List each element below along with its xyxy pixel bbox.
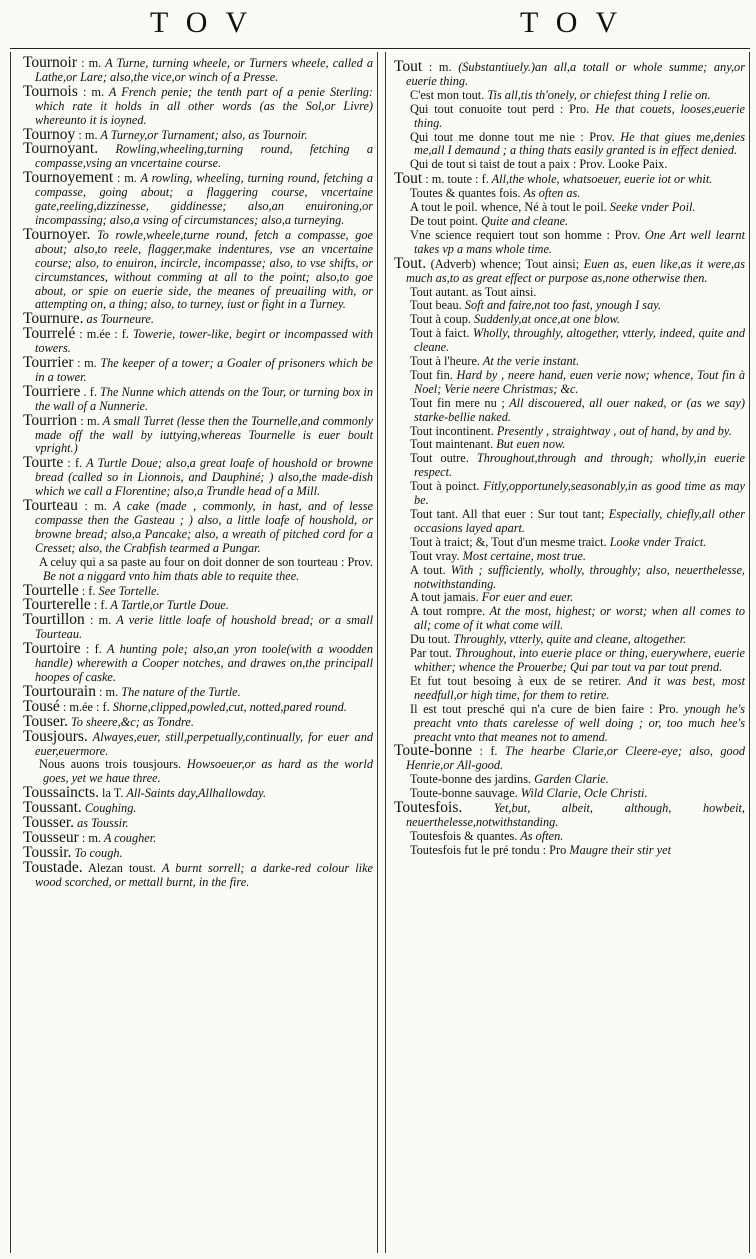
headword: Tousé xyxy=(23,697,60,715)
dictionary-entry xyxy=(394,703,745,745)
dictionary-entry xyxy=(23,171,373,228)
entry-translation: Throughout, into euerie place or thing, euerywhere, euerie whither; whence the Prouerbe; Qui par tout va par tout prend. xyxy=(414,646,745,674)
dictionary-entry xyxy=(394,254,745,286)
headword: Tout xyxy=(394,170,423,188)
dictionary-entry xyxy=(23,225,373,312)
entry-translation: The hearbe Clarie,or Cleere-eye; also, good Henrie,or All-good. xyxy=(406,744,745,773)
entry-french: (Adverb) whence; Tout ainsi; xyxy=(426,256,580,271)
entry-french: Qui tout me donne tout me nie : Prov. xyxy=(410,129,615,144)
entry-french: Toutes & quantes fois. xyxy=(410,186,521,201)
entry-french: Tout à traict; &, Tout d'un mesme traict. xyxy=(410,534,607,549)
entry-translation: And it was best, most needfull,or high time, for them to retire. xyxy=(414,673,745,702)
entry-french: : m. xyxy=(77,84,105,99)
entry-translation: A cougher. xyxy=(100,830,157,845)
entry-french: Qui de tout si taist de tout a paix : Prov. Looke Paix. xyxy=(410,157,668,172)
entry-translation: All,the whole, whatsoeuer, euerie iot or whit. xyxy=(488,172,713,187)
dictionary-entry xyxy=(394,844,745,858)
dictionary-entry xyxy=(394,480,745,508)
entry-french: : m. xyxy=(95,684,119,699)
entry-translation: At the most, highest; or worst; when all comes to all; come of it what come will. xyxy=(414,604,745,633)
entry-translation: The keeper of a tower; a Goaler of prisoners which be in a tower. xyxy=(35,356,373,384)
dictionary-entry xyxy=(394,675,745,703)
entry-french: Tout autant. as Tout ainsi. xyxy=(410,284,537,299)
entry-translation: Maugre their stir yet xyxy=(566,842,671,857)
entry-french: : m. xyxy=(113,171,137,186)
entry-translation: For euer and euer. xyxy=(478,590,574,605)
entry-translation: To sheere,&c; as Tondre. xyxy=(67,714,194,729)
entry-translation: He that couets, looses,euerie thing. xyxy=(414,101,746,130)
entry-translation: Tis all,tis th'onely, or chiefest thing I relie on. xyxy=(484,87,711,102)
entry-french: A tout le poil. whence, Né à tout le poil. xyxy=(410,200,607,215)
entry-translation: Presently , straightway , out of hand, by and by. xyxy=(493,423,732,438)
dictionary-entry xyxy=(394,299,745,313)
dictionary-entry xyxy=(394,89,745,103)
headword: Tourtillon xyxy=(23,611,85,629)
entry-french: Toutesfois & quantes. xyxy=(410,828,518,843)
dictionary-entry xyxy=(394,369,745,397)
dictionary-entry xyxy=(23,858,373,890)
entry-french: : m. xyxy=(78,830,101,845)
entry-translation: Most certaine, most true. xyxy=(459,548,586,563)
headword: Touser. xyxy=(23,712,68,730)
headword: Tourteau xyxy=(23,497,78,515)
dictionary-entry xyxy=(394,647,745,675)
dictionary-entry xyxy=(23,613,373,642)
entry-translation: As often. xyxy=(517,828,564,843)
entry-french: Tout maintenant. xyxy=(410,437,494,452)
dictionary-entry xyxy=(394,830,745,844)
dictionary-entry xyxy=(394,633,745,647)
entry-translation: At the verie instant. xyxy=(480,354,580,369)
entry-french: : m. xyxy=(77,499,107,514)
headword: Tourtoire xyxy=(23,640,81,658)
dictionary-entry xyxy=(394,425,745,439)
dictionary-entry xyxy=(394,60,745,89)
entry-french: : f. xyxy=(63,456,83,471)
dictionary-entry xyxy=(394,397,745,425)
dictionary-entry xyxy=(23,82,373,128)
entry-french: Nous auons trois tousjours. xyxy=(39,757,182,772)
headword: Toussir. xyxy=(23,843,72,861)
entry-translation: As often as. xyxy=(520,186,581,201)
headword: Toussant. xyxy=(23,799,82,817)
entry-translation: Yet,but, albeit, although, howbeit, neuerthelesse,notwithstanding. xyxy=(406,801,745,829)
headword: Tournoyant. xyxy=(23,140,99,158)
entry-translation: Rowling,wheeling,turning round, fetching a compasse,vsing an vncertaine course. xyxy=(35,142,373,171)
left-column xyxy=(10,52,378,1253)
entry-french: Tout outre. xyxy=(410,451,469,466)
headword: Tournure. xyxy=(23,310,84,328)
entry-translation: To cough. xyxy=(71,845,123,860)
headword: Tourrelé xyxy=(23,325,76,343)
headword: Toute-bonne xyxy=(394,742,473,760)
dictionary-entry xyxy=(23,556,373,584)
entry-french: Par tout. xyxy=(410,646,452,661)
entry-translation: Fitly,opportunely,seasonably,in as good time as may be. xyxy=(414,479,745,508)
entry-translation: Coughing. xyxy=(81,801,137,816)
header-right: TOV xyxy=(520,6,636,39)
entry-french: : f. xyxy=(78,583,96,598)
entry-french: Toutesfois fut le pré tondu : Pro xyxy=(410,842,567,857)
dictionary-entry xyxy=(394,187,745,201)
entry-translation: With ; sufficiently, wholly, throughly; also, neuerthelesse, notwithstanding. xyxy=(414,562,745,591)
dictionary-entry xyxy=(394,103,745,131)
entry-translation: To rowle,wheele,turne round, fetch a compasse, goe about; also,to reele, flagger,make indentures, vse an vncertaine course; also, to enuiron, incircle, incompasse; also, to vse shifts, or circumstances, without comming at all to the point; also,to goe about, or spie on euerie side, the meanes of preuailing with, or attempting on, a thing; also, to turney, iust or fight in a Turney. xyxy=(35,227,373,312)
entry-french: Toute-bonne sauvage. xyxy=(410,786,518,801)
entry-translation: Garden Clarie. xyxy=(531,772,609,787)
headword: Tourte xyxy=(23,454,64,472)
entry-translation: Throughout,through and through; wholly,in euerie respect. xyxy=(414,451,746,480)
entry-french: : m. xyxy=(77,413,100,428)
entry-french: : m. xyxy=(77,56,102,70)
entry-french: la T. xyxy=(98,786,124,801)
entry-french: Tout vray. xyxy=(410,548,460,563)
headword: Tournoir xyxy=(23,54,78,71)
dictionary-entry xyxy=(394,355,745,369)
entry-translation: Shorne,clipped,powled,cut, notted,pared round. xyxy=(109,699,347,714)
dictionary-entry xyxy=(394,327,745,355)
entry-translation: Suddenly,at once,at one blow. xyxy=(470,312,620,327)
entry-french: Et fut tout besoing à eux de se retirer. xyxy=(410,673,622,688)
entry-translation: A burnt sorrell; a darke-red colour like wood scorched, or mettall burnt, in the fire. xyxy=(35,860,373,889)
headword: Toussaincts. xyxy=(23,784,99,802)
entry-translation: All-Saints day,Allhallowday. xyxy=(123,786,267,801)
entry-translation: Throughly, vtterly, quite and cleane, altogether. xyxy=(450,632,687,647)
entry-translation: See Tortelle. xyxy=(95,583,160,598)
entry-french: : f. xyxy=(80,642,102,657)
headword: Tourtelle xyxy=(23,581,79,599)
headword: Tousser. xyxy=(23,814,75,832)
headword: Tournoy xyxy=(23,125,76,143)
entry-french: : m.ée : f. xyxy=(75,327,129,342)
entry-french: : m. xyxy=(422,60,452,74)
dictionary-entry xyxy=(23,456,373,499)
dictionary-entry xyxy=(394,801,745,830)
dictionary-entry xyxy=(394,172,745,187)
entry-french: . f. xyxy=(80,384,97,399)
headword: Tourrion xyxy=(23,411,78,429)
entry-french: Tout à faict. xyxy=(410,326,470,341)
dictionary-entry xyxy=(394,201,745,215)
entry-french: De tout point. xyxy=(410,213,478,228)
entry-translation: The Nunne which attends on the Tour, or turning box in the wall of a Nunnerie. xyxy=(35,384,373,413)
entry-translation: Wild Clarie, Ocle Christi. xyxy=(517,786,648,801)
entry-translation: Towerie, tower-like, begirt or incompassed with towers. xyxy=(35,327,373,356)
dictionary-entry xyxy=(23,142,373,171)
entry-translation: Looke vnder Traict. xyxy=(606,534,707,549)
entry-translation: Euen as, euen like,as it were,as much as,to as great effect or purpose as,none otherwise then. xyxy=(406,256,745,285)
headword: Tout xyxy=(394,58,423,75)
dictionary-entry xyxy=(394,229,745,257)
headword: Toutesfois. xyxy=(394,799,463,817)
entry-translation: Be not a niggard vnto him thats able to requite thee. xyxy=(43,568,300,583)
entry-french: Toute-bonne des jardins. xyxy=(410,772,532,787)
entry-french: A celuy qui a sa paste au four on doit donner de son tourteau : Prov. xyxy=(39,554,373,569)
entry-translation: Seeke vnder Poil. xyxy=(606,200,696,215)
header-left: TOV xyxy=(150,6,266,39)
entry-translation: A Turtle Doue; also,a great loafe of houshold or browne bread (called so in Lionnois, and Dauphiné; ) also,the made-dish which we call a Florentine; also,a Trundle head of a Mill. xyxy=(35,456,374,499)
dictionary-entry xyxy=(23,697,373,715)
dictionary-entry xyxy=(23,56,373,85)
entry-translation: A Turney,or Turnament; also, as Tournoir. xyxy=(97,127,308,142)
entry-french: Alezan toust. xyxy=(82,860,156,875)
entry-french: Tout à poinct. xyxy=(410,479,480,494)
headword: Tousjours. xyxy=(23,727,88,745)
headword: Tousseur xyxy=(23,828,79,846)
entry-french: : m. xyxy=(73,356,97,371)
dictionary-entry xyxy=(394,564,745,592)
entry-french: A tout jamais. xyxy=(410,590,479,605)
entry-translation: Alwayes,euer, still,perpetually,continually, for euer and euer,euermore. xyxy=(35,729,373,758)
headword: Tourterelle xyxy=(23,596,91,614)
running-header xyxy=(0,0,756,52)
entry-french: : f. xyxy=(90,598,108,613)
entry-translation: as Toussir. xyxy=(74,816,129,831)
entry-french: Vne science requiert tout son homme : Prov. xyxy=(410,227,641,242)
entry-translation: Quite and cleane. xyxy=(477,213,569,228)
entry-translation: A small Turret (lesse then the Tournelle,and commonly made off the wall by iuttying,whereas Tournelle is euer boult vpright.) xyxy=(35,413,373,456)
entry-french: A tout rompre. xyxy=(410,604,486,619)
right-column xyxy=(385,52,750,1253)
dictionary-entry xyxy=(23,758,373,786)
dictionary-entry xyxy=(394,286,745,300)
entry-french: : m. xyxy=(75,127,98,142)
dictionary-entry xyxy=(394,215,745,229)
entry-translation: One Art well learnt takes vp a mans whole time. xyxy=(414,227,745,256)
entry-translation: A Tartle,or Turtle Doue. xyxy=(107,598,229,613)
entry-french: : m.ée : f. xyxy=(59,699,110,714)
dictionary-entry xyxy=(394,591,745,605)
entry-french: Tout à coup. xyxy=(410,312,471,327)
dictionary-entry xyxy=(23,312,373,327)
entry-translation: ynough he's preacht vnto thats carelesse of well doing ; or, too much hee's preacht vnto that meanes not to amend. xyxy=(414,701,745,744)
entry-french: Tout incontinent. xyxy=(410,423,494,438)
entry-french: Tout à l'heure. xyxy=(410,354,480,369)
entry-translation: The nature of the Turtle. xyxy=(118,684,241,699)
dictionary-entry xyxy=(23,642,373,685)
entry-translation: A verie little loafe of houshold bread; or a small Tourteau. xyxy=(35,613,373,642)
dictionary-entry xyxy=(23,327,373,356)
headword: Tourrier xyxy=(23,354,74,372)
dictionary-entry xyxy=(23,382,373,414)
entry-french: : m. xyxy=(84,613,112,628)
entry-translation: as Tourneure. xyxy=(83,312,154,327)
dictionary-entry xyxy=(23,682,373,700)
headword: Tourriere xyxy=(23,382,81,400)
dictionary-entry xyxy=(394,158,745,172)
entry-translation: All discouered, all ouer naked, or (as we say) starke-bellie naked. xyxy=(414,395,745,424)
entry-translation: A French penie; the tenth part of a penie Sterling: which rate it holds in all other words (as the Sol,or Livre) whereunto it is ioyned. xyxy=(35,84,373,127)
headword: Tournoyement xyxy=(23,169,114,187)
entry-french: : f. xyxy=(472,744,498,759)
dictionary-entry xyxy=(394,773,745,787)
entry-french: A tout. xyxy=(410,562,446,577)
entry-french: Tout fin mere nu ; xyxy=(410,395,505,410)
entry-translation: A Turne, turning wheele, or Turners wheele, called a Lathe,or Lare; also,the vice,or winch of a Presse. xyxy=(35,56,373,84)
dictionary-entry xyxy=(23,356,373,385)
dictionary-entry xyxy=(394,605,745,633)
entry-french: Du tout. xyxy=(410,632,451,647)
entry-french: : m. toute : f. xyxy=(422,172,489,187)
entry-translation: Especially, chiefly,all other occasions layed apart. xyxy=(414,507,746,535)
dictionary-entry xyxy=(394,508,745,536)
headword: Tournois xyxy=(23,82,78,100)
dictionary-entry xyxy=(23,801,373,816)
entry-french: Tout fin. xyxy=(410,367,453,382)
entry-translation: A rowling, wheeling, turning round, fetching a compasse, going about; a flaggering course, vncertaine gate,reeling,dizzinesse, giddinesse; also,an enuironing,or incompassing; also,a vsing of circumstances; also,a turneying. xyxy=(35,171,373,227)
dictionary-entry xyxy=(394,131,745,159)
dictionary-entry xyxy=(394,536,745,550)
header-rule xyxy=(10,48,750,49)
entry-translation: A cake (made , commonly, in hast, and of lesse compasse then the Gasteau ; ) also, a little loafe of houshold, or browne bread; also,a Pancake; also, a wreath of pitched cord for a Cresset; also, the Crabfish tearmed a Pungar. xyxy=(35,499,373,555)
dictionary-entry xyxy=(23,727,373,759)
dictionary-entry xyxy=(23,411,373,457)
entry-french: C'est mon tout. xyxy=(410,87,485,102)
entry-translation: But euen now. xyxy=(493,437,566,452)
dictionary-entry xyxy=(394,550,745,564)
dictionary-entry xyxy=(23,828,373,846)
dictionary-entry xyxy=(394,438,745,452)
entry-french: Tout beau. xyxy=(410,298,462,313)
headword: Toustade. xyxy=(23,858,83,876)
entry-translation: Howsoeuer,or as hard as the world goes, yet we haue three. xyxy=(43,757,373,786)
entry-translation: Soft and faire,not too fast, ynough I say. xyxy=(461,298,662,313)
dictionary-entry xyxy=(394,744,745,773)
dictionary-entry xyxy=(394,313,745,327)
entry-translation: Wholly, throughly, altogether, vtterly, indeed, quite and cleane. xyxy=(414,326,745,355)
entry-french: Qui tout conuoite tout perd : Pro. xyxy=(410,101,590,116)
headword: Tourtourain xyxy=(23,682,96,700)
dictionary-entry xyxy=(394,452,745,480)
entry-french: Il est tout presché qui n'a cure de bien faire : Pro. xyxy=(410,701,679,716)
entry-translation: (Substantiuely.)an all,a totall or whole summe; any,or euerie thing. xyxy=(406,60,745,88)
headword: Tout. xyxy=(394,254,427,272)
dictionary-entry xyxy=(23,499,373,556)
headword: Tournoyer. xyxy=(23,225,91,243)
entry-french: Tout tant. All that euer : Sur tout tant; xyxy=(410,507,605,521)
entry-translation: Hard by , neere hand, euen verie now; whence, Tout fin à Noel; Verie neere Christmas; &c. xyxy=(414,367,745,396)
entry-translation: A hunting pole; also,an yron toole(with a woodden handle) wherewith a Cooper notches, and drawes on,the principall hoopes of caske. xyxy=(35,642,374,684)
entry-translation: He that giues me,denies me,all I demaund ; a thing thats easily granted is in effect denied. xyxy=(414,129,745,158)
